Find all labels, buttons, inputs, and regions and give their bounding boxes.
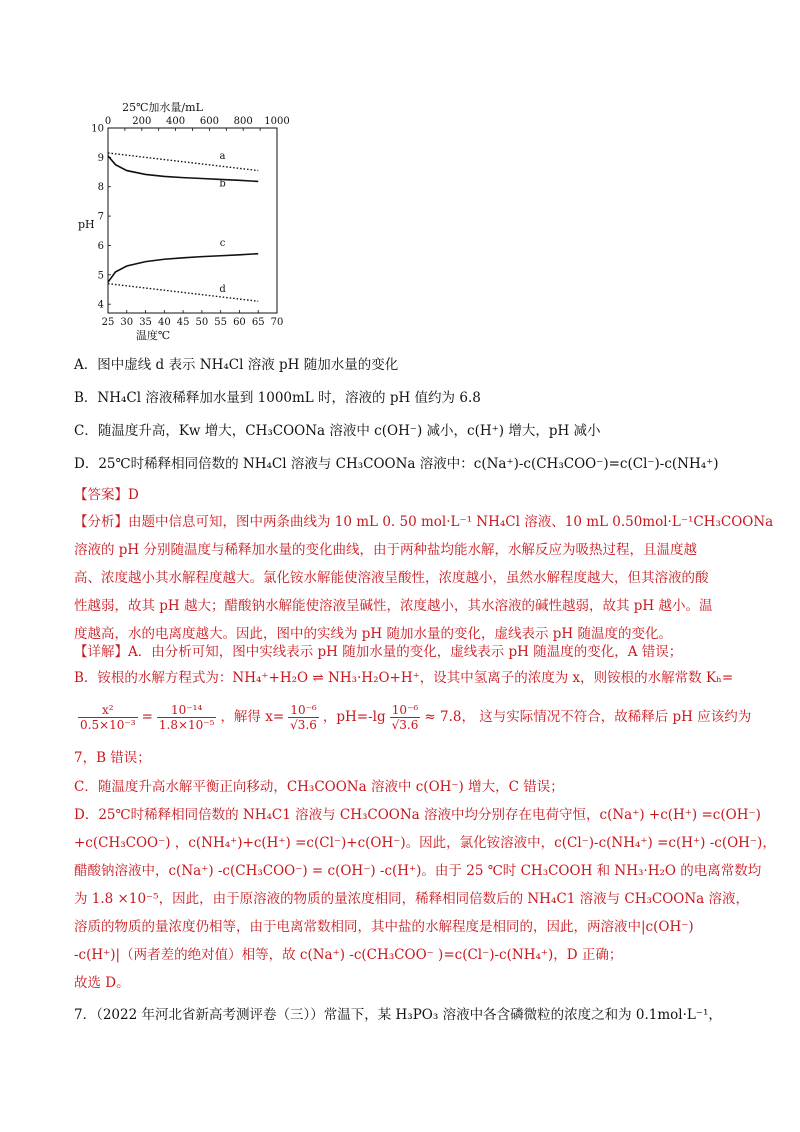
next-question: 7．（2022 年河北省新高考测评卷（三））常温下，某 H₃PO₃ 溶液中各含磷微粒的浓度之和为 0.1mol·L⁻¹， xyxy=(74,1007,722,1023)
fraction-3: $\frac{\text{10⁻⁶}}{√3.6}$ xyxy=(290,703,317,732)
analysis-line-3: 高、浓度越小其水解程度越大。氯化铵水解能使溶液呈酸性，浓度越小，虽然水解程度越大，但其溶液的酸 xyxy=(74,570,709,586)
option-b: B．NH₄Cl 溶液稀释加水量到 1000mL 时，溶液的 pH 值约为 6.8 xyxy=(74,390,481,406)
detail-c: C．随温度升高水解平衡正向移动，CH₃COONa 溶液中 c(OH⁻) 增大，C 错误； xyxy=(74,779,564,795)
series-c xyxy=(108,254,258,282)
ph-chart xyxy=(70,95,290,345)
top-tick-label: 200 xyxy=(132,116,152,127)
analysis-line-5: 度越高，水的电离度越大。因此，图中的实线为 pH 随加水量的变化，虚线表示 pH 随温度的变化。 xyxy=(74,626,672,642)
x-tick-label: 35 xyxy=(139,317,152,328)
analysis-line-1: 【分析】由题中信息可知，图中两条曲线为 10 mL 0. 50 mol·L⁻¹ NH₄Cl 溶液、10 mL 0.50mol·L⁻¹CH₃COONa xyxy=(74,514,774,530)
series-b xyxy=(108,156,258,182)
series-label-b: b xyxy=(219,178,226,190)
option-c: C．随温度升高，Kw 增大，CH₃COONa 溶液中 c(OH⁻) 减小，c(H⁺) 增大，pH 减小 xyxy=(74,423,601,439)
fraction-2: $\frac{\text{10⁻¹⁴}}{\text{1.8×10⁻⁵}}$ xyxy=(158,703,215,732)
x-tick-label: 65 xyxy=(251,317,265,328)
detail-d-7: 故选 D。 xyxy=(74,975,130,991)
detail-b3: 7，B 错误； xyxy=(74,750,151,766)
x-tick-label: 40 xyxy=(157,317,171,328)
y-axis-title: pH xyxy=(78,217,95,231)
detail-d-3: 醋酸钠溶液中，c(Na⁺) -c(CH₃COO⁻) = c(OH⁻) -c(H⁺)。由于 25 ℃时 CH₃COOH 和 NH₃·H₂O 的电离常数均 xyxy=(74,863,762,879)
analysis-line-2: 溶液的 pH 分别随温度与稀释加水量的变化曲线，由于两种盐均能水解，水解反应为吸热过程，且温度越 xyxy=(74,542,697,558)
series-a xyxy=(108,150,258,171)
y-tick-label: 8 xyxy=(97,182,104,194)
option-d: D．25℃时稀释相同倍数的 NH₄Cl 溶液与 CH₃COONa 溶液中：c(Na⁺)-c(CH₃COO⁻)=c(Cl⁻)-c(NH₄⁺) xyxy=(74,456,719,472)
series-label-d: d xyxy=(219,283,226,295)
y-tick-label: 6 xyxy=(97,240,104,252)
x-axis-title: 温度℃ xyxy=(135,329,171,342)
detail-d-5: 溶质的物质的量浓度仍相等，由于电离常数相同，其中盐的水解程度是相同的，因此，两溶液中|c(OH⁻) xyxy=(74,919,694,935)
x-tick-label: 60 xyxy=(233,317,246,328)
x-tick-label: 30 xyxy=(120,317,134,328)
top-tick-label: 0 xyxy=(104,116,112,127)
answer-label: 【答案】D xyxy=(74,487,139,503)
fraction-1: $\frac{\text{x²}}{\text{0.5×10⁻³}}$ xyxy=(80,703,136,732)
x-tick-label: 45 xyxy=(176,317,190,328)
x-tick-label: 50 xyxy=(195,317,209,328)
y-tick-label: 4 xyxy=(97,299,104,311)
analysis-line-4: 性越弱，故其 pH 越大；醋酸钠水解能使溶液呈碱性，浓度越小，其水溶液的碱性越弱，故其 pH 越小。温 xyxy=(74,598,713,614)
y-tick-label: 5 xyxy=(97,270,104,282)
series-label-a: a xyxy=(219,150,226,162)
series-d xyxy=(108,284,258,302)
detail-d-2: +c(CH₃COO⁻) ，c(NH₄⁺)+c(H⁺) =c(Cl⁻)+c(OH⁻)。因此，氯化铵溶液中，c(Cl⁻)-c(NH₄⁺) =c(H⁺) -c(OH⁻)， xyxy=(74,835,776,851)
y-tick-label: 7 xyxy=(97,211,104,223)
detail-d-4: 为 1.8 ×10⁻⁵，因此，由于原溶液的物质的量浓度相同，稀释相同倍数后的 NH₄C1 溶液与 CH₃COONa 溶液， xyxy=(74,891,749,907)
top-tick-label: 800 xyxy=(233,116,253,127)
top-tick-label: 600 xyxy=(199,116,219,127)
y-tick-label: 9 xyxy=(97,152,104,164)
detail-d-1: D．25℃时稀释相同倍数的 NH₄C1 溶液与 CH₃COONa 溶液中均分别存在电荷守恒，c(Na⁺) +c(H⁺) =c(OH⁻) xyxy=(74,807,761,823)
fraction-4: $\frac{\text{10⁻⁶}}{√3.6}$ xyxy=(391,703,419,732)
top-tick-label: 400 xyxy=(166,116,186,127)
detail-b1: B．铵根的水解方程式为：NH₄⁺+H₂O ⇌ NH₃·H₂O+H⁺，设其中氢离子的浓度为 x，则铵根的水解常数 Kₕ= xyxy=(74,670,734,686)
detail-a: 【详解】A．由分析可知，图中实线表示 pH 随加水量的变化，虚线表示 pH 随温度的变化，A 错误； xyxy=(74,644,683,660)
x-tick-label: 25 xyxy=(101,317,115,328)
y-tick-label: 10 xyxy=(91,123,104,135)
series-label-c: c xyxy=(219,238,226,250)
x-tick-label: 55 xyxy=(214,317,228,328)
x-tick-label: 70 xyxy=(270,317,284,328)
detail-d-6: -c(H⁺)|（两者差的绝对值）相等，故 c(Na⁺) -c(CH₃COO⁻ )=c(Cl⁻)-c(NH₄⁺)，D 正确； xyxy=(74,947,623,963)
detail-b2: $\frac{\text{x²}}{\text{0.5×10⁻³}}$ = $\frac{\text{10⁻¹⁴}}{\text{1.8×10⁻⁵}}$ ，解得 x= $\frac{\text{10⁻⁶}}{√3.6}$ ，pH=-lg $\frac{\text{10⁻⁶}}{√3.6}$ ≈ 7.8， 这与实际情况不符合，故稀释后 pH 应该约为 xyxy=(80,703,752,732)
top-axis-title: 25℃加水量/mL xyxy=(122,101,203,114)
option-a: A．图中虚线 d 表示 NH₄Cl 溶液 pH 随加水量的变化 xyxy=(74,357,399,373)
top-tick-label: 1000 xyxy=(264,116,290,127)
